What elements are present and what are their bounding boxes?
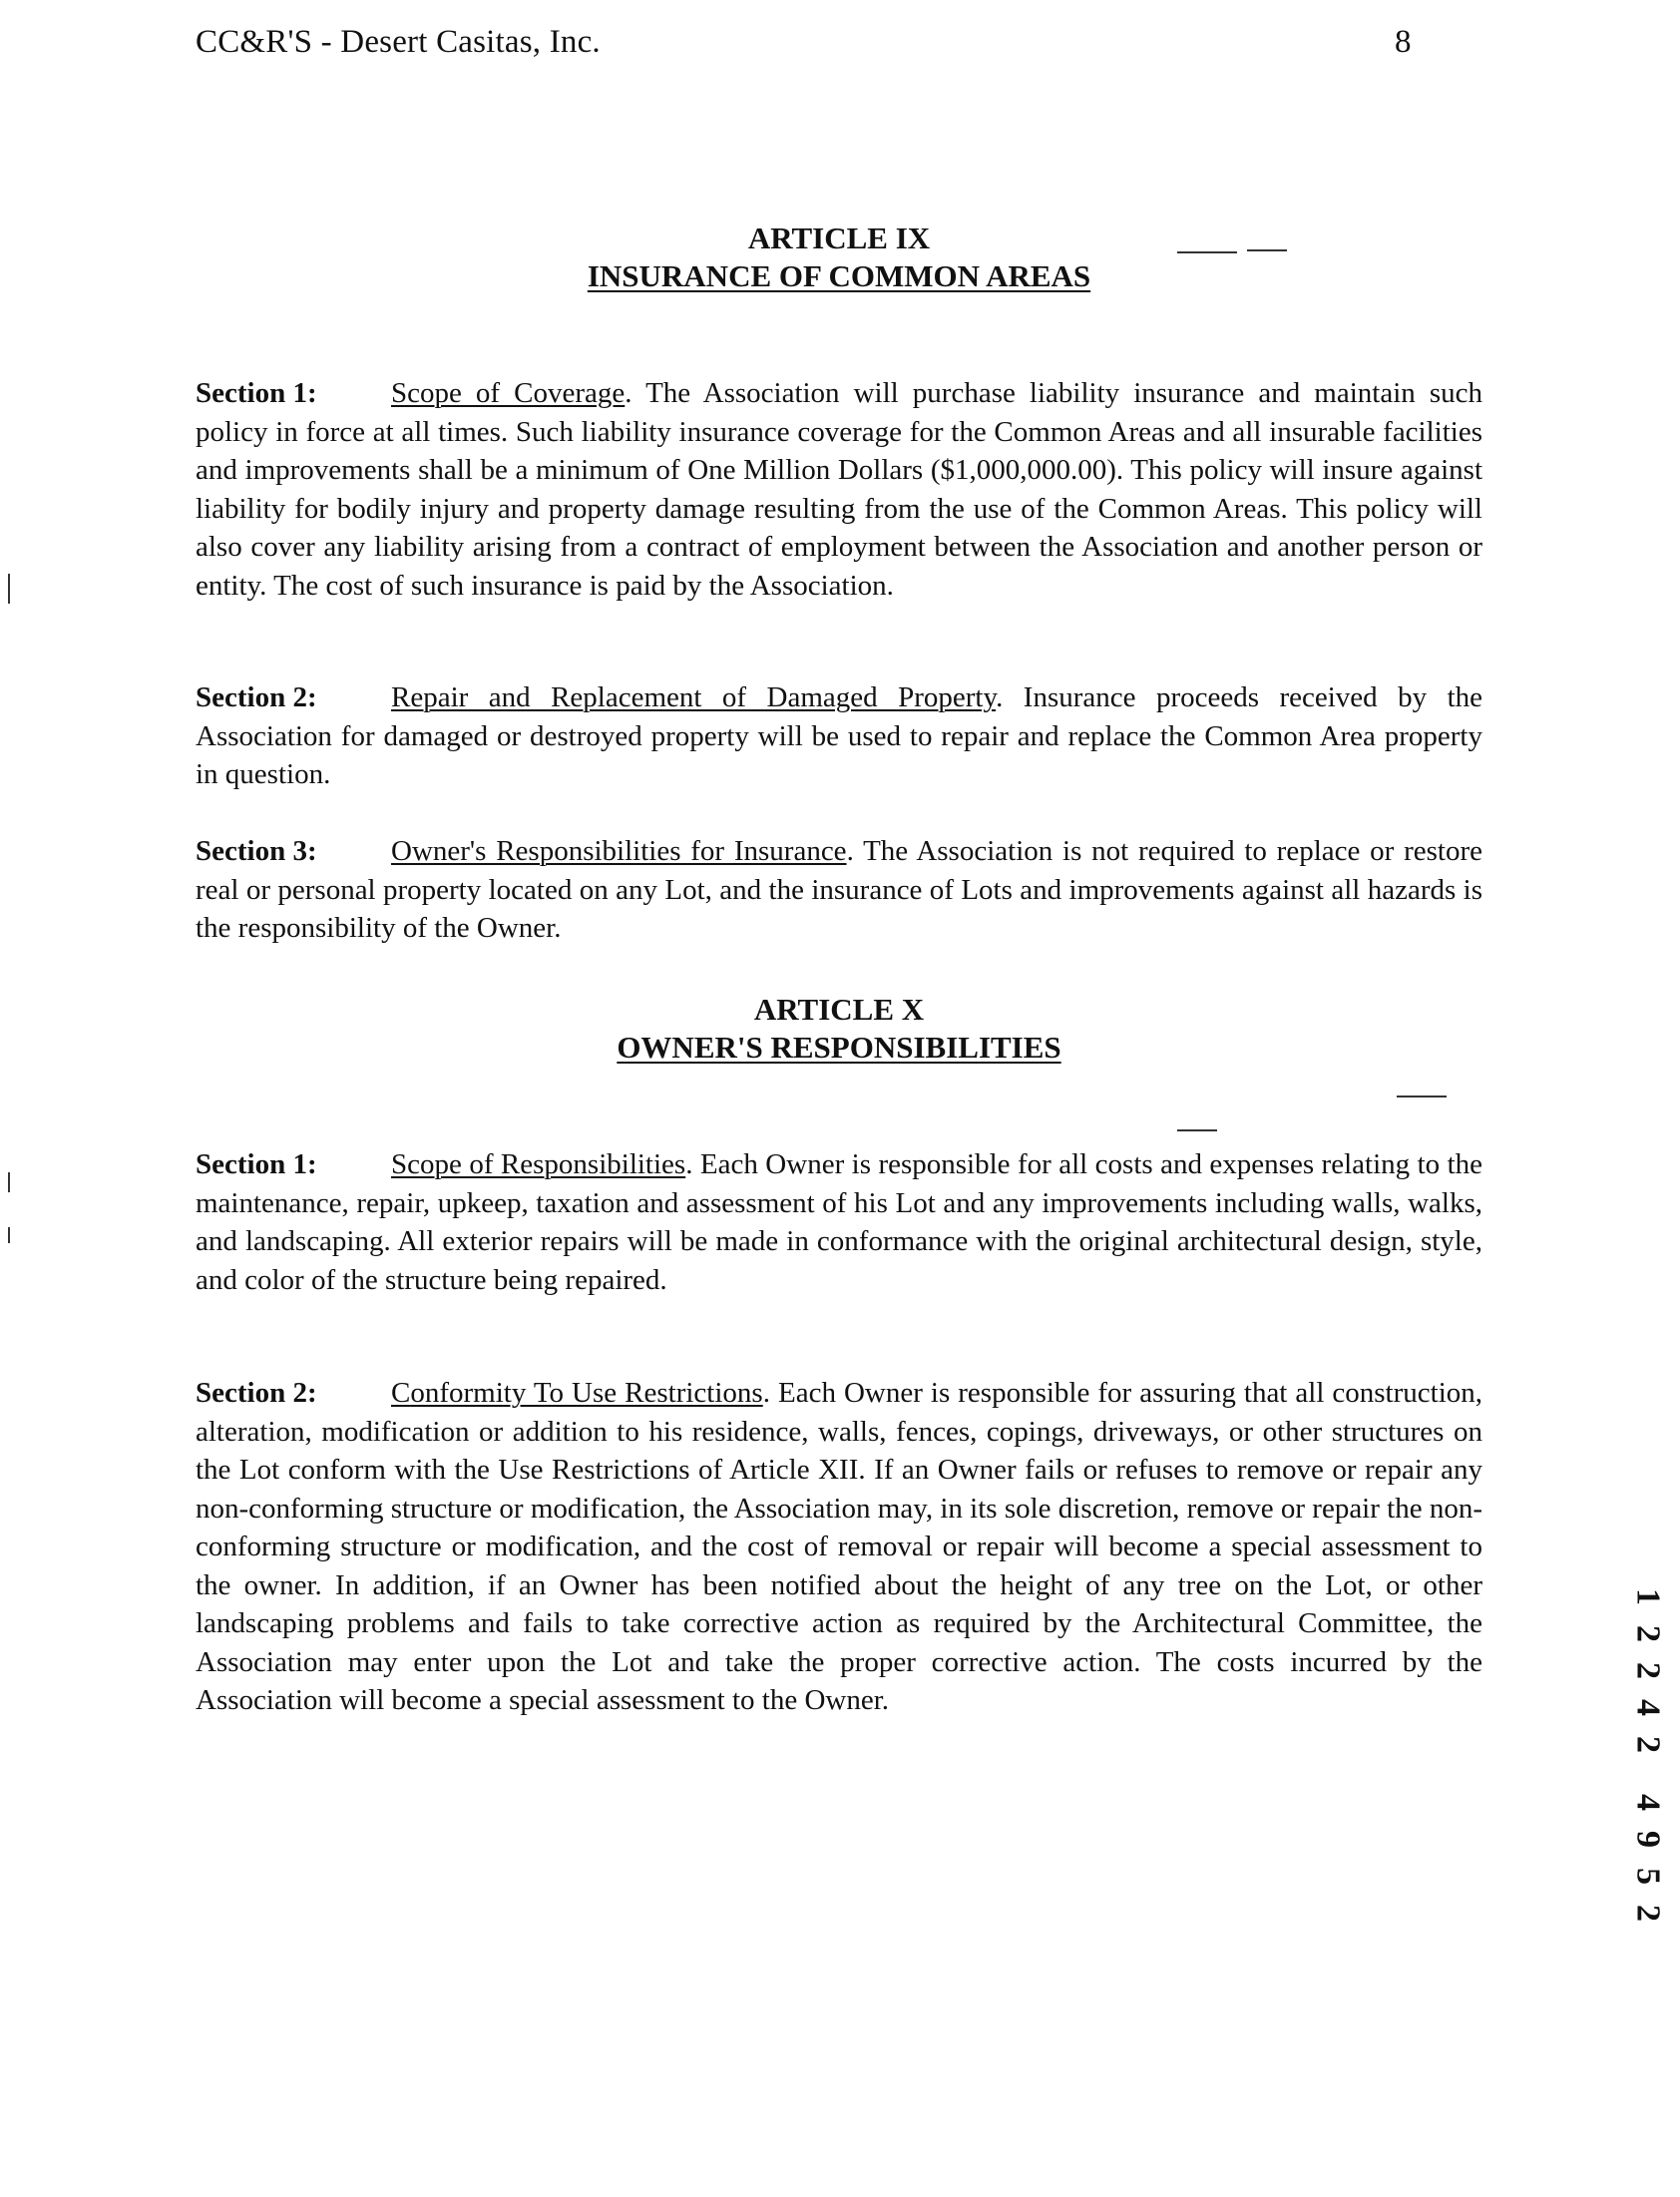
section-body: The Association will purchase liability insurance and maintain such policy in force at all times. Such liability insurance coverage for the Common Areas and all insurable facilities and improvements shall be a minimum of One Million Dollars ($1,000,000.00). This policy will insure against liability for bodily injury and property damage resulting from the use of the Common Areas. This policy will also cover any liability arising from a contract of employment between the Association and another person or entity. The cost of such insurance is paid by the Association. bbox=[196, 377, 1482, 602]
page-number: 8 bbox=[1395, 24, 1412, 60]
article-x-number: ARTICLE X bbox=[753, 992, 925, 1027]
stamp-digit: 2 bbox=[1629, 1662, 1667, 1679]
article-ix-section-1: Section 1: Scope of Coverage. The Association will purchase liability insurance and maintain such policy in force at all times. Such liability insurance coverage for the Common Areas and all insurable facilities and improvements shall be a minimum of One Million Dollars ($1,000,000.00). This policy will insure against liability for bodily injury and property damage resulting from the use of the Common Areas. This policy will also cover any liability arising from a contract of employment between the Association and another person or entity. The cost of such insurance is paid by the Association. bbox=[196, 374, 1482, 605]
stamp-digit: 5 bbox=[1629, 1868, 1667, 1885]
section-label: Section 1: bbox=[196, 1148, 317, 1180]
document-header-title: CC&R'S - Desert Casitas, Inc. bbox=[196, 24, 601, 60]
scan-mark bbox=[8, 574, 10, 604]
stamp-digit: 4 bbox=[1629, 1794, 1667, 1811]
section-heading: Repair and Replacement of Damaged Property bbox=[391, 681, 997, 713]
article-x-heading bbox=[196, 991, 1482, 1067]
article-ix-number: ARTICLE IX bbox=[747, 220, 931, 255]
section-body: Each Owner is responsible for assuring that all construction, alteration, modification or addition to his residence, walls, fences, copings, driveways, or other structures on the Lot conform with the Use Restrictions of Article XII. If an Owner fails or refuses to remove or repair any non-conforming structure or modification, the Association may, in its sole discretion, remove or repair the non-conforming structure or modification, and the cost of removal or repair will become a special assessment to the owner. In addition, if an Owner has been notified about the height of any tree on the Lot, or other landscaping problems and fails to take corrective action as required by the Architectural Committee, the Association may enter upon the Lot and take the proper corrective action. The costs incurred by the Association will become a special assessment to the Owner. bbox=[196, 1377, 1483, 1716]
article-ix-section-2: Section 2: Repair and Replacement of Damaged Property. Insurance proceeds received by the Association for damaged or destroyed property will be used to repair and replace the Common Area property in question. bbox=[196, 678, 1482, 794]
section-heading: Owner's Responsibilities for Insurance bbox=[391, 835, 847, 867]
section-heading: Conformity To Use Restrictions bbox=[391, 1377, 763, 1409]
stamp-digit: 2 bbox=[1629, 1625, 1667, 1642]
stamp-digit: 2 bbox=[1629, 1736, 1667, 1753]
scan-mark bbox=[1247, 249, 1287, 251]
article-x-title: OWNER'S RESPONSIBILITIES bbox=[617, 1030, 1061, 1065]
section-label: Section 2: bbox=[196, 1377, 317, 1409]
section-body: Insurance proceeds received by the Association for damaged or destroyed property will be used to repair and replace the Common Area property in question. bbox=[196, 681, 1482, 790]
section-body: The Association is not required to replace or restore real or personal property located on any Lot, and the insurance of Lots and improvements against all hazards is the responsibility of the Owner. bbox=[196, 835, 1482, 944]
section-heading: Scope of Coverage bbox=[391, 377, 626, 409]
scan-mark bbox=[8, 1172, 10, 1192]
section-heading: Scope of Responsibilities bbox=[391, 1148, 686, 1180]
scan-mark bbox=[8, 1227, 10, 1243]
stamp-digit: 2 bbox=[1629, 1905, 1667, 1922]
article-ix-heading bbox=[196, 220, 1482, 295]
stamp-digit: 1 bbox=[1629, 1588, 1667, 1605]
section-label: Section 2: bbox=[196, 681, 317, 713]
section-label: Section 1: bbox=[196, 377, 317, 409]
section-label: Section 3: bbox=[196, 835, 317, 867]
article-x-section-2: Section 2: Conformity To Use Restrictions. Each Owner is responsible for assuring that all construction, alteration, modification or addition to his residence, walls, fences, copings, driveways, or other structures on the Lot conform with the Use Restrictions of Article XII. If an Owner fails or refuses to remove or repair any non-conforming structure or modification, the Association may, in its sole discretion, remove or repair the non-conforming structure or modification, and the cost of removal or repair will become a special assessment to the owner. In addition, if an Owner has been notified about the height of any tree on the Lot, or other landscaping problems and fails to take corrective action as required by the Architectural Committee, the Association may enter upon the Lot and take the proper corrective action. The costs incurred by the Association will become a special assessment to the Owner. bbox=[196, 1374, 1482, 1720]
stamp-digit: 4 bbox=[1629, 1699, 1667, 1716]
margin-stamp-top bbox=[1629, 1578, 1667, 1763]
article-x-section-1: Section 1: Scope of Responsibilities. Each Owner is responsible for all costs and expenses relating to the maintenance, repair, upkeep, taxation and assessment of his Lot and any improvements including walls, walks, and landscaping. All exterior repairs will be made in conformance with the original architectural design, style, and color of the structure being repaired. bbox=[196, 1145, 1482, 1299]
article-ix-section-3: Section 3: Owner's Responsibilities for Insurance. The Association is not required to replace or restore real or personal property located on any Lot, and the insurance of Lots and improvements against all hazards is the responsibility of the Owner. bbox=[196, 832, 1482, 948]
article-ix-title: INSURANCE OF COMMON AREAS bbox=[587, 258, 1091, 293]
stamp-digit: 9 bbox=[1629, 1831, 1667, 1848]
section-body: Each Owner is responsible for all costs and expenses relating to the maintenance, repair, upkeep, taxation and assessment of his Lot and any improvements including walls, walks, and landscaping. All exterior repairs will be made in conformance with the original architectural design, style, and color of the structure being repaired. bbox=[196, 1148, 1482, 1296]
scan-mark bbox=[1177, 1129, 1217, 1131]
margin-stamp-bottom bbox=[1629, 1784, 1667, 1932]
scan-mark bbox=[1177, 251, 1237, 253]
scan-mark bbox=[1397, 1096, 1447, 1098]
